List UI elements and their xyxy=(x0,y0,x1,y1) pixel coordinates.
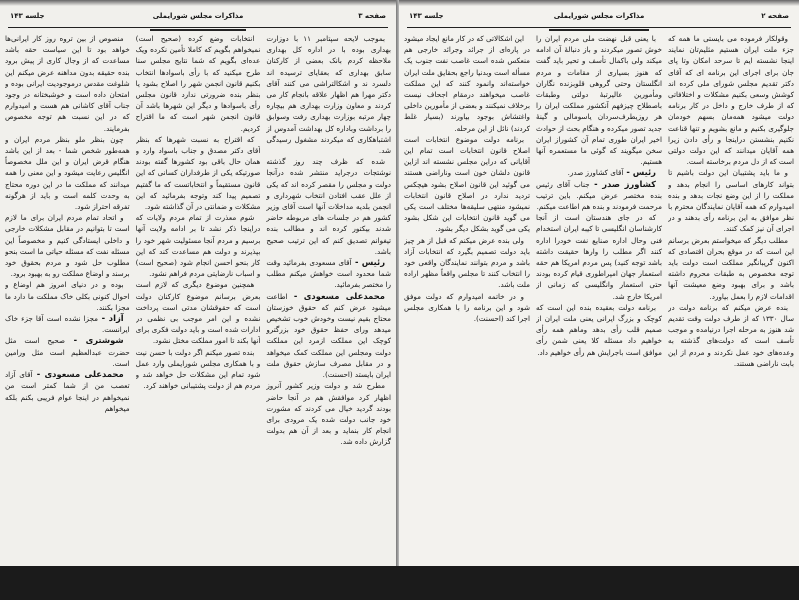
speaker-name: آزاد - xyxy=(98,313,124,324)
paragraph-text: ولی بنده عرض میکنم که قبل از هر چیز باید دولت تصمیم بگیرد که انتخابات آزاد باشد و مردم بتوانند نمایندگان واقعی خود را انتخاب کنند تا مجلس واقعاً مظهر اراده ملت باشد. xyxy=(404,235,530,290)
paragraph-text: مطرح شد و دولت وزیر کشور آنروز اظهار کرد موافقش هم در آنجا حاضر بودند گردید خیال می کردند که مشورت خود جانب دولت شده یک مرودی برای انجام کار بنماید و بعد از آن هم بدولت گزارش داده شد. xyxy=(266,381,391,447)
paragraph xyxy=(136,134,261,212)
scan-shadow xyxy=(0,0,396,6)
paragraph xyxy=(536,167,662,178)
speaker-name: رئیس - xyxy=(623,167,656,178)
speaker-name: رئیس - xyxy=(351,257,386,268)
paragraph xyxy=(404,134,530,235)
paragraph-text: بوده و در دنیای امروز هم اوضاع و احوال کنونی بکلی خاک مملکت ما دارد ما مجزا بکنند. xyxy=(4,280,130,312)
paragraph-text: بنده عرض میکنم که برنامه دولت در سال ۱۳۳۰ که از طرف دولت وقت تقدیم شد هنوز به مرحله اجرا درنیامده و موجب تأسف است که دولت‌های گذشته به وعده‌های خود عمل نکردند و مردم از این بابت ناراضی هستند. xyxy=(668,302,794,368)
paragraph-text: این اشکالاتی که در کار مانع ایجاد میشود در پاره‌ای از جرائد وجرائد خارجی هم منعکس شده است غاصب نفت جنوب یک مسأله است وبدنیا راجع بحقایق ملت ایران خواسته‌اند وانمود کنند که این مملکت غاصب میخواهند درمقام اجحاف نیست برخلاف نمیکنند و بعضی از مأمورین داخلی واغتشاش بوجود بیاورند (بسیار غلط کردند) نائل از این مرحله. xyxy=(404,34,530,133)
paragraph xyxy=(266,257,391,291)
paragraph-text: صحیح است مثل حضرت عبدالعظیم است مثل ورامین است. xyxy=(4,336,130,368)
paragraph-text: اطاعت میشود عرض کنم که حقوق خوزستان محتاج بقیم نیست وخودش خوب تشخیص میدهد ورای حفظ حقوق خود بزرگترو کوچک این مملکت ازمرد این مملکت دولت ومجلس این مملکت کمک میخواهد و در مقابل مصرف سازش حقوق ملت ایران بایستد (احسنت). xyxy=(266,291,391,380)
paragraph-text: با یعنی قبل نهضت ملی مردم ایران را خوش تصور میکردند و باز دنبالهٔ آن ادامه میکند ولی باکمال تأسف و تحیر باید گفت که هنوز بسیاری از مقامات و مردم انگلستان وحتی گروهی قلوبزنده نگاران ومأمورین عالیرتبهٔ دولتی وطبقات باصطلاح چیزفهم آنکشور مملکت ایران را هر روزیطرف‌سردان یاسومالی و گینهٔ جدید تصور میکرده و هنگام بحث از حوادث اخیر ایران طوری تمام آن کشوراز ایران سخن میگویند که گوئی ما مستعمره آنها هستیم. xyxy=(536,34,662,167)
paragraph xyxy=(668,33,794,167)
paragraph-text: آقای مسعودی بفرمائید وقت شما محدود است خواهش میکنم مطلب را مختصر بفرمائید. xyxy=(266,258,391,290)
paragraph xyxy=(536,212,662,302)
text-column xyxy=(536,33,662,562)
header-rule-accent xyxy=(549,29,649,31)
paragraph xyxy=(5,279,130,313)
paragraph-text: و در خاتمه امیدوارم که دولت موفق شود و این برنامه را با همکاری مجلس اجرا کند (احسنت). xyxy=(404,291,530,324)
paragraph-text: آقای آزاد تعصب من از شما کمتر است من نمیخواهم در اینجا عوام فریبی بکنم بلکه میخواهم xyxy=(4,370,130,413)
text-columns xyxy=(5,33,391,562)
scan-shadow xyxy=(399,0,799,6)
right-page xyxy=(399,0,799,566)
paragraph-text: آقای کشاورز صدر. xyxy=(567,168,624,178)
paragraph-text: مجزا نشده است آقا جزء خاک ایرانست. xyxy=(4,314,130,335)
paragraph-text: که اقتراح به نسبت شهرها که بنظر آقای دکتر مصدق و جناب باسواد وارد و همان حال باقی بود کشورها گفته بودند صورتیکه یکی از طرفداران کسانی که این قانون مستقیماً و انتخاباتست که ما گفتیم تصمیم پیدا کند وتوجه بفرمائید که این مشکلات و ضمانتی در آن گذاشته شود. xyxy=(135,134,261,212)
paragraph-text: برنامه دولت بعقیده بنده این است که کوچک و بزرگ ایرانی یعنی ملت ایران از صمیم قلب رأی بدهد وماهم همه رأی خواهیم داد مسئله کلا یعنی شمن رأی موافق است باجرایش هم رأی خواهیم داد. xyxy=(536,302,662,357)
paragraph-text: بنده تصور میکنم اگر دولت با حسن نیت و با همکاری مجلس شورایملی وارد عمل شود تمام این مشکلات حل خواهد شد و مردم هم از دولت پشتیبانی خواهند کرد. xyxy=(135,347,261,391)
page-number: صفحه ۲ xyxy=(761,12,789,20)
text-column xyxy=(668,33,794,562)
paragraph-text: انتخابات وضع کرده (صحیح است) نمیخواهم بگویم که کاملا تأمین نکرده ویک عده‌ای بگویم که شما نتایج مجلس سنا طرح میکنید که با رأی باسوادها انتخاب بکنیم قانون انجمن شهر را اصلاح بشود یا بنظر بنده ضرورتی ندارد قانون مجلس رأی باسوادها و دیگر این شهرها باشد آن قانون انجمن شهر است که ما اقتراح کردیم. xyxy=(135,34,261,133)
page-number: صفحه ۳ xyxy=(358,12,386,20)
paragraph-text: و ما باید پشتیبان این دولت باشیم تا بتواند کارهای اساسی را انجام بدهد و مملکت را از این وضع نجات بدهد و بنده امیدوارم که همه آقایان نمایندگان محترم با نظر موافق به این برنامه رأی بدهند و در اجرای آن نیز کمک کنند. xyxy=(668,168,794,234)
paragraph-text: چون بنظر ملو بنظر مردم ایران و همه‌طور شخص شما - بعد از این باشد هنگام قرض ایران و این ملل مخصوصاً انگلیس رعایت میشود و این معنی را همه میدانند که مملکت ما در این دوره محتاج به وحدت کلمه است و باید از هرگونه تفرقه احتراز شود. xyxy=(4,134,130,212)
header-rule xyxy=(8,27,388,28)
paragraph xyxy=(266,33,391,156)
paragraph xyxy=(668,302,794,369)
header-rule xyxy=(407,27,791,28)
paragraph-text: بموجب لایحه سپتامبر ۱۱ با دوزارت بهداری بوده با در اداره کل بهداری ملاحظه کردم بانک بعضی از کارکنان سابق بهداری که بعقایای ترسیده اند دلسرد ند و اشکالتراشی می کنند آقای دکتر مهرا هم اظهار علاقه بانجام کار می کردند و معاون وزارت بهداری هم بیچاره چهار مرتبه بوزارت بهداری رفت وسوابق را برداشت وباداره کل بهداشت آمدوس از اشتباهکاری که میکردند مشغول رسیدگی شد. xyxy=(266,34,391,156)
paragraph xyxy=(266,156,391,257)
session-number: جلسه ۱۴۳ xyxy=(10,12,45,20)
paragraph xyxy=(536,33,662,167)
running-header xyxy=(10,12,386,26)
running-header xyxy=(409,12,789,26)
paragraph xyxy=(136,347,261,392)
text-column xyxy=(266,33,391,562)
text-columns xyxy=(404,33,794,562)
paragraph xyxy=(404,235,530,291)
paragraph xyxy=(136,33,261,134)
paragraph-text: منصوص از بین تروه روز کار ایرانی‌ها خواهد بود تا این سیاست حقه باشد مساعدت که از وجال کاری از پیش برود بنده حقیقه بدون مداهنه عرض میکنم این شلوغت مقدس درموجودیت ایرانی بوده و امتحان داده است و خوشبختانه در وجود جناب آقای کاشانی هم هست و امیدوارم که در این نسبت هم توجه مخصوص بفرمایند. xyxy=(4,34,130,133)
text-column xyxy=(136,33,261,562)
paragraph-text: شده که ظرف چند روز گذشته نوشتجات درجراید منتشر شده درآنجا دولت و مجلس را مقصر کرده اند که یکی از علل عقب افتادن انتخاب شهرداری و انجمن بلدیه مداخلات آنها است آقای وزیر کشور هم در جلسات های مربوطه حاضر شدند بیکتور کرده اند و مطالب بنده تیغوانم تصدیق کنم که این ترتیب صحیح باشد. xyxy=(266,157,391,256)
speaker-name: محمدعلی مسعودی - xyxy=(32,369,124,380)
paragraph xyxy=(136,279,261,346)
paragraph-text: وقولکار فرموده می بایستی ما همه که جزء ملت ایران هستیم مثلیم‌تان نمایند اینجا نشسته ایم تا سرحد امکان وتا پای جان برای اجرای این برنامه ای که آقای دکتر تقدیم مجلس شورای ملی کرده اند کوشش وسعی بکنیم مشکلات و اختلافاتی که از طرف خارج و داخل در کار برنامه دولت میشود همه‌مان بسهم خودمان جلوگیری بکنیم و مانع بشویم و تنها قناعت نکنیم بنشستن دراینجا و رأی دادن زیرا همه آقایان میدانند که این دولت دولتی است که از دل مردم برخاسته است. xyxy=(668,34,794,167)
paragraph xyxy=(536,179,662,213)
paragraph-text: مطلب دیگر که میخواستم بعرض برسانم این است که در موقع بحران اقتصادی که اکنون گریبانگیر مملکت است دولت باید توجه مخصوص به طبقات محروم داشته باشد و برای بهبود وضع معیشت آنها اقدامات لازم را بعمل بیاورد. xyxy=(668,235,794,301)
speaker-name: شوشتری - xyxy=(64,335,124,346)
paragraph xyxy=(5,313,130,335)
paragraph xyxy=(668,235,794,302)
paragraph-text: که در جای هندستان است از آنجا کارشناسان انگلیسی تا کیبه ایران استخدام فنی وحال اداره صنایع نفت خودرا اداره کنند اگر مطلب را وارها حقیقت داشته باشد توجه کنید) پس مردم امریکا هم حقه استعمار جهان امپراطوری قیام کرده بودند حتی استعمار وانگلیسی که زمانی از امریکا خارج شد. xyxy=(536,213,662,301)
paragraph-text: برنامه دولت موضوع انتخابات است اصلاح قانون انتخابات است تمام این آقایانی که دراین مجلس نشسته اند ازاین قانون دلشان خون است وناراضی هستند می گوئید این قانون اصلاح بشود هیچکس تردید ندارد در اصلاح قانون انتخابات نمیشود منتهی سلیقه‌ها مختلف است یکی می گوید قانون انتخابات این شکل بشود یکی می گوید بشکل دیگر بشود. xyxy=(404,134,530,234)
paragraph xyxy=(404,33,530,134)
publication-title: مذاکرات مجلس شورایملی xyxy=(553,12,645,20)
header-rule-accent xyxy=(150,29,246,31)
paragraph xyxy=(668,167,794,234)
paragraph xyxy=(5,212,130,279)
speaker-name: کشاورز صدر - xyxy=(589,178,656,189)
paragraph-text: شوم معذرت از تمام مردم ولایات که دراینجا ذکر نشد تا بر ادامه ولایت آنها برسیم و مردم آنجا مسئولیت شهر خود را بپذیرند و دولت هم مساعدت کند که این کار بنحو احسن انجام شود (صحیح است) و اسباب نارضایتی مردم فراهم نشود. xyxy=(135,213,261,279)
paragraph xyxy=(404,291,530,325)
paragraph xyxy=(5,369,130,414)
left-page xyxy=(0,0,397,566)
paragraph xyxy=(5,33,130,134)
paragraph xyxy=(136,212,261,279)
publication-title: مذاکرات مجلس شورایملی xyxy=(152,12,244,20)
speaker-name: محمدعلی مسعودی - xyxy=(287,290,385,301)
paragraph xyxy=(266,291,391,381)
paragraph-text: همچنین موضوع دیگری که لازم است بعرض برسانم موضوع کارکنان دولت است که حقوقشان مدتی است پرداخت نشده و این امر موجب بی نظمی در ادارات شده است و باید دولت فکری برای آنها بکند تا امور مملکت مختل نشود. xyxy=(135,280,261,346)
paragraph-text: و اتحاد تمام مردم ایران برای ما لازم است تا بتوانیم در مقابل مشکلات خارجی و داخلی ایستادگی کنیم و مخصوصاً این مسئله نفت که مسئله حیاتی ما است بنحو مطلوب حل شود و مردم بحقوق خود برسند و اوضاع مملکت رو به بهبود برود. xyxy=(4,213,130,279)
paragraph-text: جناب آقای رئیس بنده مختصر عرض میکنم. باین ترتیب مرحمت فرمودند و بنده هم اطاعت میکنم. xyxy=(536,179,662,212)
text-column xyxy=(5,33,130,562)
session-number: جلسه ۱۴۳ xyxy=(409,12,444,20)
paragraph xyxy=(266,380,391,447)
paragraph xyxy=(536,302,662,358)
paragraph xyxy=(5,335,130,369)
text-column xyxy=(404,33,530,562)
paragraph xyxy=(5,134,130,212)
